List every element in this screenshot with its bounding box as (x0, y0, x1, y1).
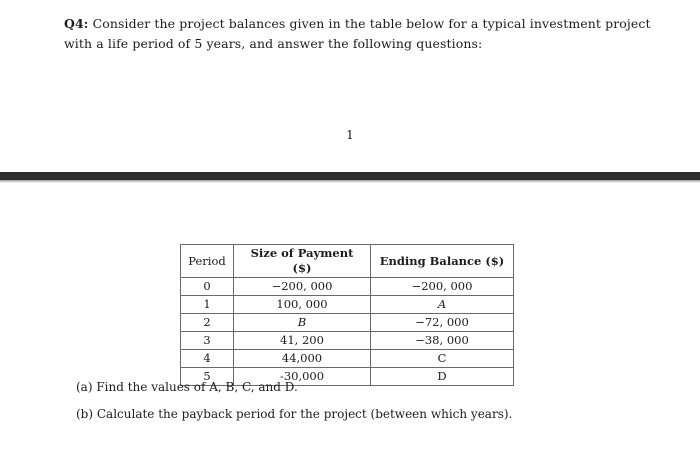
payment-cell: 44,000 (234, 350, 371, 368)
balance-cell: −200, 000 (371, 278, 514, 296)
table-row (181, 350, 514, 368)
period-cell: 4 (181, 350, 234, 368)
payment-cell: -30,000 (234, 368, 371, 386)
payment-cell: B (234, 314, 371, 332)
page-divider-shadow (0, 180, 700, 183)
balance-cell: A (371, 296, 514, 314)
table-row (181, 296, 514, 314)
payment-cell: 41, 200 (234, 332, 371, 350)
header-ending-balance: Ending Balance ($) (371, 245, 514, 278)
sub-question-b: (b) Calculate the payback period for the project (between which years). (76, 407, 513, 421)
period-cell: 3 (181, 332, 234, 350)
balance-cell: D (371, 368, 514, 386)
header-period: Period (181, 245, 234, 278)
question-text (64, 14, 664, 54)
project-balance-table (180, 244, 514, 386)
period-cell: 5 (181, 368, 234, 386)
payment-cell: −200, 000 (234, 278, 371, 296)
period-cell: 2 (181, 314, 234, 332)
question-line-1: Consider the project balances given in the table below for a typical investment project (92, 16, 651, 31)
header-size-of-payment: Size of Payment ($) (234, 245, 371, 278)
question-line-2: with a life period of 5 years, and answer the following questions: (64, 36, 483, 51)
page-divider (0, 172, 700, 180)
page-upper-region (0, 0, 700, 172)
table-row (181, 332, 514, 350)
period-cell: 1 (181, 296, 234, 314)
sub-question-a: (a) Find the values of A, B, C, and D. (76, 380, 298, 394)
sub-questions (76, 374, 676, 428)
page-number: 1 (346, 128, 354, 142)
balance-cell: −38, 000 (371, 332, 514, 350)
table-row (181, 278, 514, 296)
table-row (181, 314, 514, 332)
balance-cell: −72, 000 (371, 314, 514, 332)
question-number: Q4: (64, 16, 89, 31)
payment-cell: 100, 000 (234, 296, 371, 314)
table-header-row (181, 245, 514, 278)
balance-cell: C (371, 350, 514, 368)
period-cell: 0 (181, 278, 234, 296)
